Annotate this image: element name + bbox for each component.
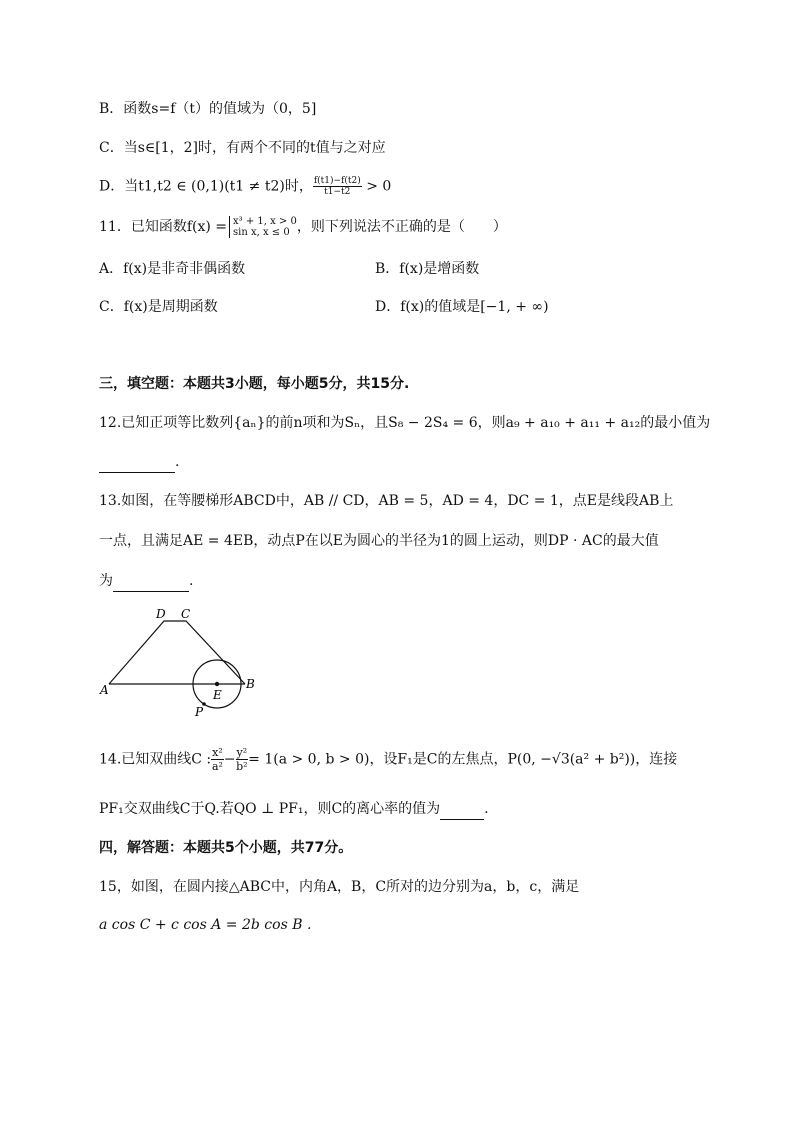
q11-option-b: B．f(x)是增函数 — [375, 261, 480, 277]
question-13-line-3 — [99, 571, 193, 592]
q11-option-a: A．f(x)是非奇非偶函数 — [99, 261, 246, 277]
q12-answer-line — [99, 452, 179, 473]
question-14-line-2 — [99, 799, 489, 820]
option-d-suffix: > 0 — [366, 178, 392, 195]
q11-prefix: 11．已知函数f(x) = — [99, 219, 227, 235]
question-13-line-1: 13.如图，在等腰梯形ABCD中，AB // CD，AB = 5，AD = 4，DC = 1，点E是线段AB上 — [99, 493, 674, 509]
question-14-line-1 — [99, 746, 677, 773]
option-d-prefix: D．当t1,t2 ∈ (0,1)(t1 ≠ t2)时， — [99, 178, 313, 195]
q12-end: . — [175, 454, 180, 470]
question-11 — [99, 216, 507, 238]
q12-blank — [99, 452, 175, 473]
label-d: D — [156, 607, 166, 621]
option-d-fraction — [313, 176, 362, 197]
q14-y-den: b² — [236, 760, 248, 773]
label-p: P — [195, 705, 204, 719]
q14-x-den: a² — [211, 760, 223, 773]
q11-option-c: C．f(x)是周期函数 — [99, 299, 218, 315]
q14-y-fraction — [236, 746, 249, 773]
question-15-line-1: 15，如图，在圆内接△ABC中，内角A，B，C所对的边分别为a，b，c，满足 — [99, 879, 580, 895]
label-a: A — [100, 683, 109, 697]
q11-option-d: D．f(x)的值域是[−1, + ∞) — [375, 299, 549, 315]
trapezoid — [109, 621, 245, 684]
q14-suffix: = 1(a > 0, b > 0)，设F₁是C的左焦点，P(0, −√3(a² + b²))，连接 — [248, 751, 678, 768]
option-d-numerator: f(t1)−f(t2) — [313, 176, 361, 186]
option-b: B．函数s=f（t）的值域为（0，5] — [99, 101, 317, 117]
q14-end: . — [484, 801, 489, 817]
q13-prefix: 为 — [99, 573, 113, 589]
q14-x-num: x² — [212, 746, 223, 759]
section-4-heading: 四，解答题：本题共5个小题，共77分。 — [99, 840, 353, 856]
q14-y-num: y² — [236, 746, 248, 759]
option-d — [99, 176, 391, 197]
section-3-heading: 三，填空题：本题共3小题，每小题5分，共15分. — [99, 376, 410, 392]
q13-blank — [113, 571, 189, 592]
q14-prefix: 14.已知双曲线C : — [99, 751, 212, 768]
option-d-denominator: t1−t2 — [324, 187, 351, 197]
q11-suffix: ，则下列说法不正确的是（ ） — [296, 219, 507, 235]
q11-case-1: x³ + 1, x > 0 — [233, 216, 297, 227]
q14-line-2-text: PF₁交双曲线C于Q.若QO ⊥ PF₁，则C的离心率的值为 — [99, 801, 441, 817]
q13-end: . — [189, 573, 194, 589]
label-e: E — [213, 688, 222, 702]
label-c: C — [181, 607, 191, 621]
q11-piecewise — [229, 216, 297, 238]
point-e — [215, 682, 219, 686]
question-13-line-2: 一点，且满足AE = 4EB，动点P在以E为圆心的半径为1的圆上运动，则DP · AC的最大值 — [99, 533, 659, 549]
option-c: C．当s∈[1，2]时，有两个不同的t值与之对应 — [99, 140, 386, 156]
q14-minus: − — [223, 751, 236, 768]
question-12: 12.已知正项等比数列{aₙ}的前n项和为Sₙ，且S₈ − 2S₄ = 6，则a₉ + a₁₀ + a₁₁ + a₁₂的最小值为 — [99, 415, 711, 431]
q11-case-2: sin x, x ≤ 0 — [233, 227, 290, 238]
q14-x-fraction — [211, 746, 224, 773]
q14-blank — [440, 799, 484, 820]
label-b: B — [246, 677, 255, 691]
trapezoid-figure — [95, 600, 260, 725]
question-15-line-2: a cos C + c cos A = 2b cos B . — [99, 917, 312, 933]
